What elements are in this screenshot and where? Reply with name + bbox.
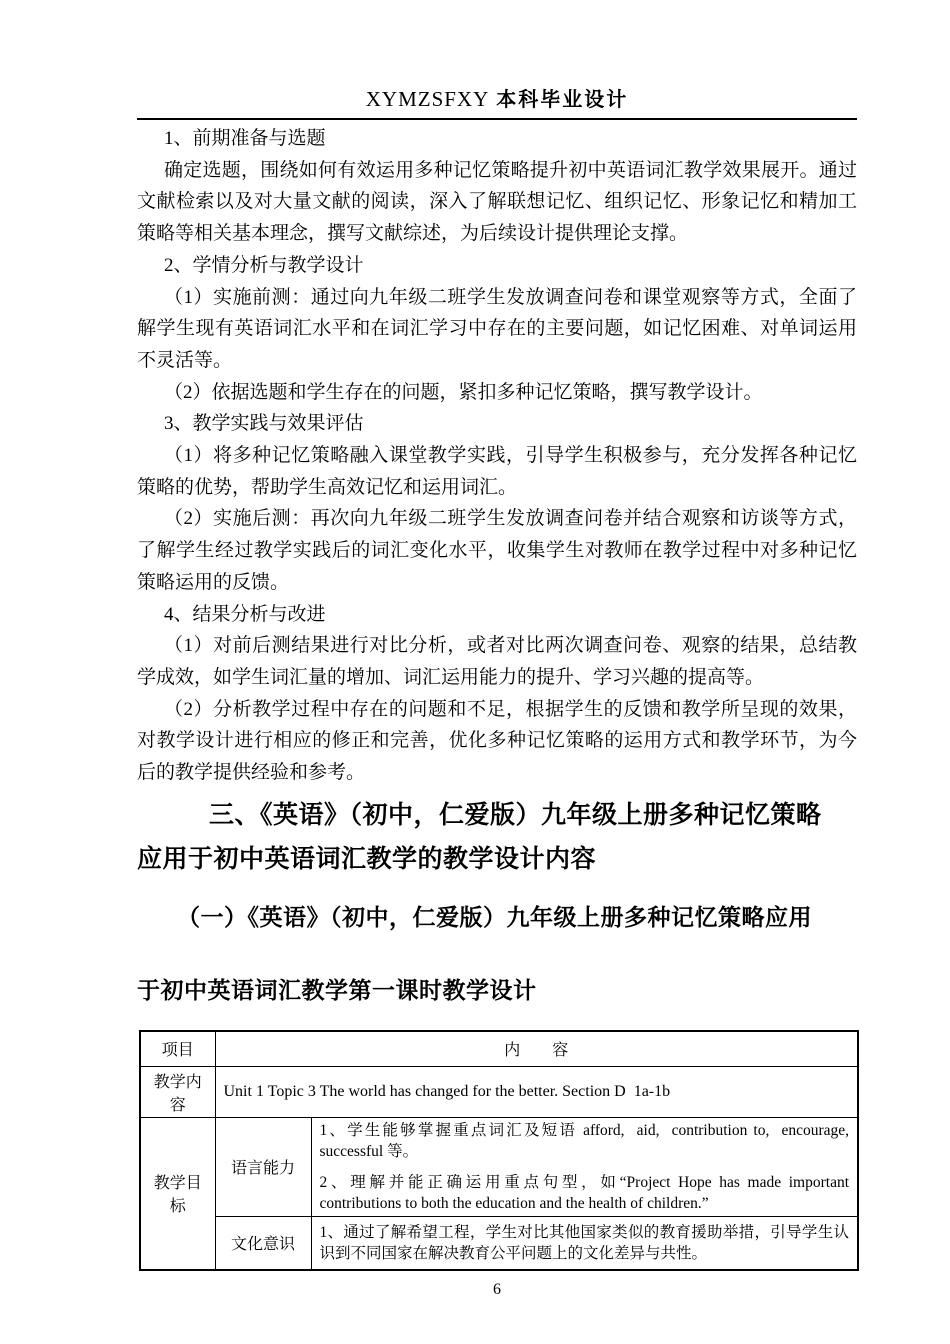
body-paragraph-step4-item2: （2）分析教学过程中存在的问题和不足，根据学生的反馈和教学所呈现的效果，对教学设计进行相应的修正和完善，优化多种记忆策略的运用方式和教学环节，为今后的教学提供经验和参考。: [137, 698, 857, 784]
section-heading: [137, 793, 857, 881]
cultural-awareness-item-1: 1、通过了解希望工程，学生对比其他国家类似的教育援助举措，引导学生认识到不同国家在解决教育公平问题上的文化差异与共性。: [319, 1223, 850, 1262]
body-paragraph-step4-title: 4、结果分析与改进: [164, 603, 326, 625]
header-school-code: XYMZSFXY: [365, 87, 490, 111]
header-title: 本科毕业设计: [496, 89, 629, 111]
section-heading-line2: 应用于初中英语词汇教学的教学设计内容: [137, 844, 597, 873]
table-header-item-cell: 项目: [140, 1031, 215, 1067]
body-paragraph-step1-title: 1、前期准备与选题: [164, 128, 326, 149]
page-number: 6: [493, 1280, 501, 1298]
running-header: [137, 88, 857, 120]
teaching-design-table: [139, 1030, 859, 1271]
body-paragraph-step2-item2: （2）依据选题和学生存在的问题，紧扣多种记忆策略，撰写教学设计。: [164, 381, 763, 403]
cultural-awareness-content-cell: [311, 1216, 858, 1270]
language-ability-label-cell: 语言能力: [215, 1117, 311, 1216]
table-row-teaching-content: [140, 1066, 858, 1117]
body-paragraph-step3-item1: （1）将多种记忆策略融入课堂教学实践，引导学生积极参与，充分发挥各种记忆策略的优势，帮助学生高效记忆和运用词汇。: [137, 445, 857, 498]
body-paragraph-step3-title: 3、教学实践与效果评估: [164, 413, 364, 435]
teaching-content-label-cell: 教学内容: [140, 1066, 215, 1117]
body-paragraph-step4-item1: （1）对前后测结果进行对比分析，或者对比两次调查问卷、观察的结果，总结教学成效，如学生词汇量的增加、词汇运用能力的提升、学习兴趣的提高等。: [137, 635, 857, 688]
teaching-content-value-cell: Unit 1 Topic 3 The world has changed for the better. Section D 1a-1b: [215, 1066, 858, 1117]
table-header-content-cell: 内 容: [215, 1031, 858, 1067]
language-ability-item-2: 2、理解并能正确运用重点句型，如“Project Hope has made important contributions to both the education and the health of children.”: [319, 1173, 853, 1212]
language-ability-item-1: 1、学生能够掌握重点词汇及短语 afford, aid, contribution to, encourage, successful 等。: [319, 1121, 857, 1160]
body-text: [137, 120, 857, 789]
teaching-objectives-label-cell: 教学目标: [140, 1117, 215, 1270]
table-header-row: [140, 1031, 858, 1067]
body-paragraph-step1-text: 确定选题，围绕如何有效运用多种记忆策略提升初中英语词汇教学效果展开。通过文献检索以及对大量文献的阅读，深入了解联想记忆、组织记忆、形象记忆和精加工策略等相关基本理念，撰写文献综述，为后续设计提供理论支撑。: [137, 159, 857, 245]
section-heading-line1: 三、《英语》（初中，仁爱版）九年级上册多种记忆策略: [209, 800, 822, 829]
body-paragraph-step2-title: 2、学情分析与教学设计: [164, 254, 364, 276]
body-paragraph-step2-item1: （1）实施前测：通过向九年级二班学生发放调查问卷和课堂观察等方式，全面了解学生现有英语词汇水平和在词汇学习中存在的主要问题，如记忆困难、对单词运用不灵活等。: [137, 286, 857, 371]
subsection-heading: [137, 881, 857, 1027]
language-ability-content-cell: [311, 1117, 858, 1216]
subsection-heading-line2: 于初中英语词汇教学第一课时教学设计: [137, 976, 537, 1003]
page-content: [137, 88, 857, 1300]
table-row-language-ability: [140, 1117, 858, 1216]
body-paragraph-step3-item2: （2）实施后测：再次向九年级二班学生发放调查问卷并结合观察和访谈等方式，了解学生经过教学实践后的词汇变化水平，收集学生对教师在教学过程中对多种记忆策略运用的反馈。: [137, 508, 857, 593]
subsection-heading-line1: （一）《英语》（初中，仁爱版）九年级上册多种记忆策略应用: [177, 903, 812, 930]
table-row-cultural-awareness: [140, 1216, 858, 1270]
cultural-awareness-label-cell: 文化意识: [215, 1216, 311, 1270]
